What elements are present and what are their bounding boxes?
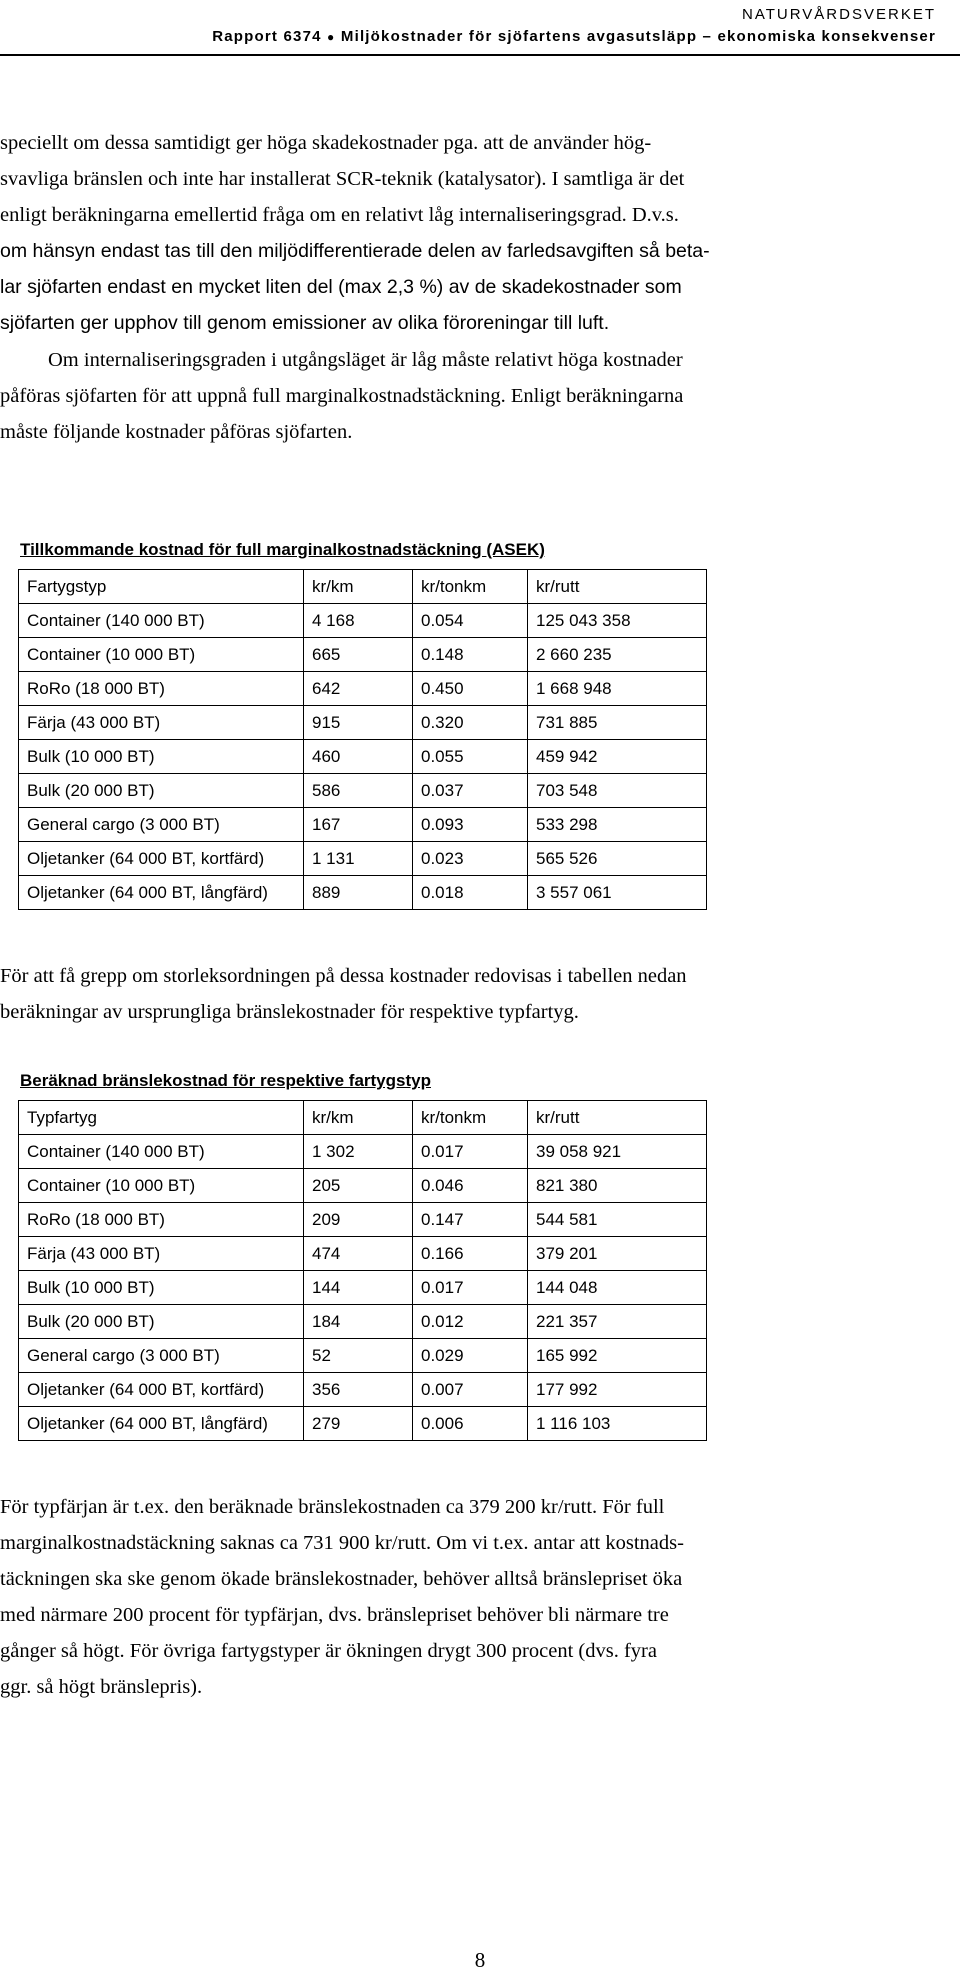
paragraph-2 xyxy=(0,233,955,341)
table-cell: Bulk (20 000 BT) xyxy=(19,1305,304,1339)
table-cell: 0.166 xyxy=(413,1237,528,1271)
paragraph-line: För att få grepp om storleksordningen på dessa kostnader redovisas i tabellen nedan xyxy=(0,965,687,987)
table-row xyxy=(19,672,707,706)
table-row xyxy=(19,774,707,808)
table-row xyxy=(19,1203,707,1237)
table-cell: 0.320 xyxy=(413,706,528,740)
bullet-icon: ● xyxy=(327,30,336,44)
table-cell: General cargo (3 000 BT) xyxy=(19,1339,304,1373)
table-row xyxy=(19,1169,707,1203)
paragraph-line: Om internaliseringsgraden i utgångsläget är låg måste relativt höga kostnader xyxy=(48,349,683,371)
paragraph-line: måste följande kostnader påföras sjöfarten. xyxy=(0,421,353,443)
table-cell: 177 992 xyxy=(528,1373,707,1407)
table-cell: 915 xyxy=(304,706,413,740)
table-header-row xyxy=(19,1101,707,1135)
table-cell: 0.148 xyxy=(413,638,528,672)
table-cell: 1 131 xyxy=(304,842,413,876)
paragraph-1 xyxy=(0,125,955,233)
header-report-title: Miljökostnader för sjöfartens avgasutsläpp – ekonomiska konsekvenser xyxy=(340,28,936,45)
table-cell: 0.037 xyxy=(413,774,528,808)
table-cell: General cargo (3 000 BT) xyxy=(19,808,304,842)
table-row xyxy=(19,1373,707,1407)
table-cell: 731 885 xyxy=(528,706,707,740)
table-cell: Container (10 000 BT) xyxy=(19,1169,304,1203)
table-cell: 0.023 xyxy=(413,842,528,876)
paragraph-line: ggr. så högt bränslepris). xyxy=(0,1676,203,1698)
header-cell: Typfartyg xyxy=(19,1101,304,1135)
table-cell: 0.018 xyxy=(413,876,528,910)
table-cell: 0.029 xyxy=(413,1339,528,1373)
table-cell: 209 xyxy=(304,1203,413,1237)
table-cell: RoRo (18 000 BT) xyxy=(19,672,304,706)
paragraph-line: påföras sjöfarten för att uppnå full marginalkostnadstäckning. Enligt beräkningarna xyxy=(0,385,684,407)
paragraph-line: gånger så högt. För övriga fartygstyper är ökningen drygt 300 procent (dvs. fyra xyxy=(0,1640,657,1662)
table-cell: Oljetanker (64 000 BT, kortfärd) xyxy=(19,842,304,876)
table-cell: Oljetanker (64 000 BT, kortfärd) xyxy=(19,1373,304,1407)
header-cell: kr/tonkm xyxy=(413,570,528,604)
paragraph-line: om hänsyn endast tas till den miljödifferentierade delen av farledsavgiften så beta- xyxy=(0,240,710,262)
table-row xyxy=(19,876,707,910)
header-cell: kr/km xyxy=(304,570,413,604)
paragraph-line: svavliga bränslen och inte har installerat SCR-teknik (katalysator). I samtliga är det xyxy=(0,168,685,190)
table-cell: 459 942 xyxy=(528,740,707,774)
header-cell: Fartygstyp xyxy=(19,570,304,604)
paragraph-line: marginalkostnadstäckning saknas ca 731 900 kr/rutt. Om vi t.ex. antar att kostnads- xyxy=(0,1532,684,1554)
table-cell: 821 380 xyxy=(528,1169,707,1203)
table-cell: 0.054 xyxy=(413,604,528,638)
table-row xyxy=(19,1135,707,1169)
table-cell: 0.006 xyxy=(413,1407,528,1441)
table-cell: 565 526 xyxy=(528,842,707,876)
table-cell: 0.007 xyxy=(413,1373,528,1407)
table-cell: 1 668 948 xyxy=(528,672,707,706)
table-cell: 165 992 xyxy=(528,1339,707,1373)
table-row xyxy=(19,706,707,740)
table-cell: 0.147 xyxy=(413,1203,528,1237)
header-cell: kr/rutt xyxy=(528,570,707,604)
table-cell: 460 xyxy=(304,740,413,774)
paragraph-line: lar sjöfarten endast en mycket liten del (max 2,3 %) av de skadekostnader som xyxy=(0,276,682,298)
paragraph-4 xyxy=(0,958,955,1030)
table-cell: 0.046 xyxy=(413,1169,528,1203)
header-cell: kr/rutt xyxy=(528,1101,707,1135)
table-row xyxy=(19,808,707,842)
table-cell: 1 302 xyxy=(304,1135,413,1169)
table-cell: Bulk (20 000 BT) xyxy=(19,774,304,808)
paragraph-5 xyxy=(0,1489,955,1705)
paragraph-line: enligt beräkningarna emellertid fråga om en relativt låg internaliseringsgrad. D.v.s. xyxy=(0,204,679,226)
table-cell: 1 116 103 xyxy=(528,1407,707,1441)
table-row xyxy=(19,842,707,876)
table-cell: Container (140 000 BT) xyxy=(19,604,304,638)
page-number: 8 xyxy=(474,1948,486,1972)
table-cell: 642 xyxy=(304,672,413,706)
header-cell: kr/tonkm xyxy=(413,1101,528,1135)
table-row xyxy=(19,638,707,672)
header-cell: kr/km xyxy=(304,1101,413,1135)
table-cell: 379 201 xyxy=(528,1237,707,1271)
paragraph-line: För typfärjan är t.ex. den beräknade bränslekostnaden ca 379 200 kr/rutt. För full xyxy=(0,1496,665,1518)
table-cell: 3 557 061 xyxy=(528,876,707,910)
table-cell: RoRo (18 000 BT) xyxy=(19,1203,304,1237)
table-cell: 184 xyxy=(304,1305,413,1339)
table-cell: 703 548 xyxy=(528,774,707,808)
marginal-cost-table xyxy=(18,569,707,910)
table-cell: 144 048 xyxy=(528,1271,707,1305)
table-cell: 205 xyxy=(304,1169,413,1203)
table-row xyxy=(19,1271,707,1305)
table-cell: Färja (43 000 BT) xyxy=(19,1237,304,1271)
table-cell: 125 043 358 xyxy=(528,604,707,638)
table-cell: 144 xyxy=(304,1271,413,1305)
paragraph-3 xyxy=(0,342,955,450)
table-cell: Färja (43 000 BT) xyxy=(19,706,304,740)
table-cell: 533 298 xyxy=(528,808,707,842)
table-row xyxy=(19,740,707,774)
table-cell: 0.450 xyxy=(413,672,528,706)
header-report-number: Rapport 6374 xyxy=(212,28,322,45)
table-cell: 544 581 xyxy=(528,1203,707,1237)
table-cell: 586 xyxy=(304,774,413,808)
table-cell: 167 xyxy=(304,808,413,842)
table-2-title: Beräknad bränslekostnad för respektive fartygstyp xyxy=(20,1071,431,1090)
table-cell: 0.012 xyxy=(413,1305,528,1339)
table-cell: Oljetanker (64 000 BT, långfärd) xyxy=(19,876,304,910)
table-cell: 4 168 xyxy=(304,604,413,638)
table-cell: Bulk (10 000 BT) xyxy=(19,1271,304,1305)
table-row xyxy=(19,1237,707,1271)
table-cell: 0.017 xyxy=(413,1135,528,1169)
header-org: NATURVÅRDSVERKET xyxy=(742,6,936,23)
table-row xyxy=(19,1305,707,1339)
running-header xyxy=(212,4,936,48)
table-cell: 665 xyxy=(304,638,413,672)
paragraph-line: täckningen ska ske genom ökade bränslekostnader, behöver alltså bränslepriset öka xyxy=(0,1568,683,1590)
table-cell: 474 xyxy=(304,1237,413,1271)
table-row xyxy=(19,604,707,638)
paragraph-line: sjöfarten ger upphov till genom emissioner av olika föroreningar till luft. xyxy=(0,312,610,334)
paragraph-line: speciellt om dessa samtidigt ger höga skadekostnader pga. att de använder hög- xyxy=(0,132,652,154)
table-cell: 889 xyxy=(304,876,413,910)
table-cell: Container (140 000 BT) xyxy=(19,1135,304,1169)
table-cell: 0.017 xyxy=(413,1271,528,1305)
table-cell: 221 357 xyxy=(528,1305,707,1339)
table-1-title: Tillkommande kostnad för full marginalkostnadstäckning (ASEK) xyxy=(20,540,545,559)
paragraph-line: med närmare 200 procent för typfärjan, dvs. bränslepriset behöver bli närmare tre xyxy=(0,1604,669,1626)
table-cell: 0.055 xyxy=(413,740,528,774)
paragraph-line: beräkningar av ursprungliga bränslekostnader för respektive typfartyg. xyxy=(0,1001,579,1023)
table-cell: 2 660 235 xyxy=(528,638,707,672)
table-cell: 52 xyxy=(304,1339,413,1373)
table-row xyxy=(19,1339,707,1373)
header-rule xyxy=(0,54,960,56)
table-row xyxy=(19,1407,707,1441)
table-header-row xyxy=(19,570,707,604)
table-cell: 356 xyxy=(304,1373,413,1407)
fuel-cost-table xyxy=(18,1100,707,1441)
table-cell: 39 058 921 xyxy=(528,1135,707,1169)
table-cell: Oljetanker (64 000 BT, långfärd) xyxy=(19,1407,304,1441)
table-cell: Container (10 000 BT) xyxy=(19,638,304,672)
table-cell: 0.093 xyxy=(413,808,528,842)
header-report-line xyxy=(212,26,936,48)
table-cell: 279 xyxy=(304,1407,413,1441)
table-cell: Bulk (10 000 BT) xyxy=(19,740,304,774)
